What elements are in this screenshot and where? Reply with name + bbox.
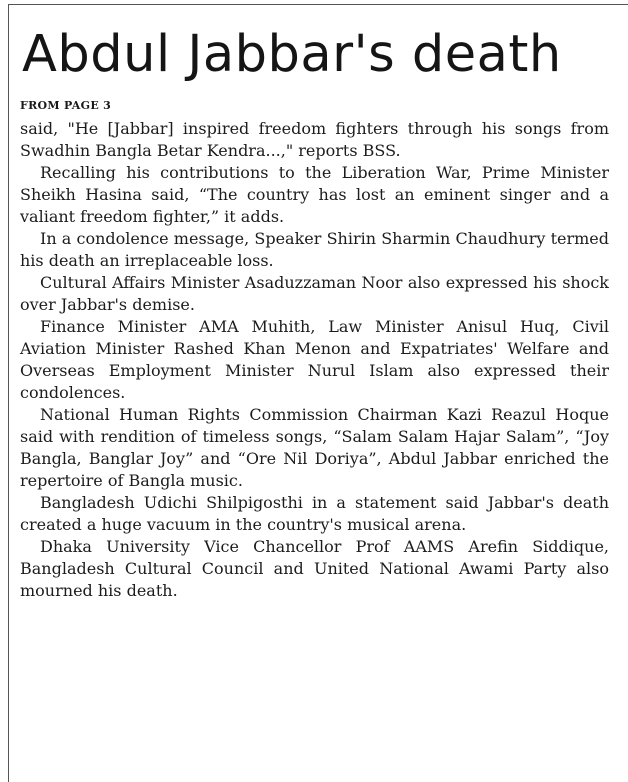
- left-border-rule: [8, 4, 9, 782]
- paragraph-4: Cultural Affairs Minister Asaduzzaman Noor also expressed his shock over Jabbar's demise.: [20, 273, 609, 314]
- paragraph-3: In a condolence message, Speaker Shirin Sharmin Chaudhury termed his death an irreplaceable loss.: [20, 229, 609, 270]
- paragraph-2: Recalling his contributions to the Liberation War, Prime Minister Sheikh Hasina said, “The country has lost an eminent singer and a valiant freedom fighter,” it adds.: [20, 163, 609, 226]
- top-border-rule: [8, 4, 628, 5]
- paragraph-8: Dhaka University Vice Chancellor Prof AAMS Arefin Siddique, Bangladesh Cultural Council and United National Awami Party also mourned his death.: [20, 537, 609, 600]
- headline: Abdul Jabbar's death: [22, 25, 562, 84]
- paragraph-1: said, "He [Jabbar] inspired freedom fighters through his songs from Swadhin Bangla Betar Kendra...," reports BSS.: [20, 119, 609, 160]
- paragraph-6: National Human Rights Commission Chairman Kazi Reazul Hoque said with rendition of timeless songs, “Salam Salam Hajar Salam”, “Joy Bangla, Banglar Joy” and “Ore Nil Doriya”, Abdul Jabbar enriched the repertoire of Bangla music.: [20, 405, 609, 490]
- article-body: [20, 118, 609, 602]
- jump-line: FROM PAGE 3: [20, 99, 112, 112]
- paragraph-7: Bangladesh Udichi Shilpigosthi in a statement said Jabbar's death created a huge vacuum in the country's musical arena.: [20, 493, 609, 534]
- paragraph-5: Finance Minister AMA Muhith, Law Minister Anisul Huq, Civil Aviation Minister Rashed Khan Menon and Expatriates' Welfare and Overseas Employment Minister Nurul Islam also expressed their condolences.: [20, 317, 609, 402]
